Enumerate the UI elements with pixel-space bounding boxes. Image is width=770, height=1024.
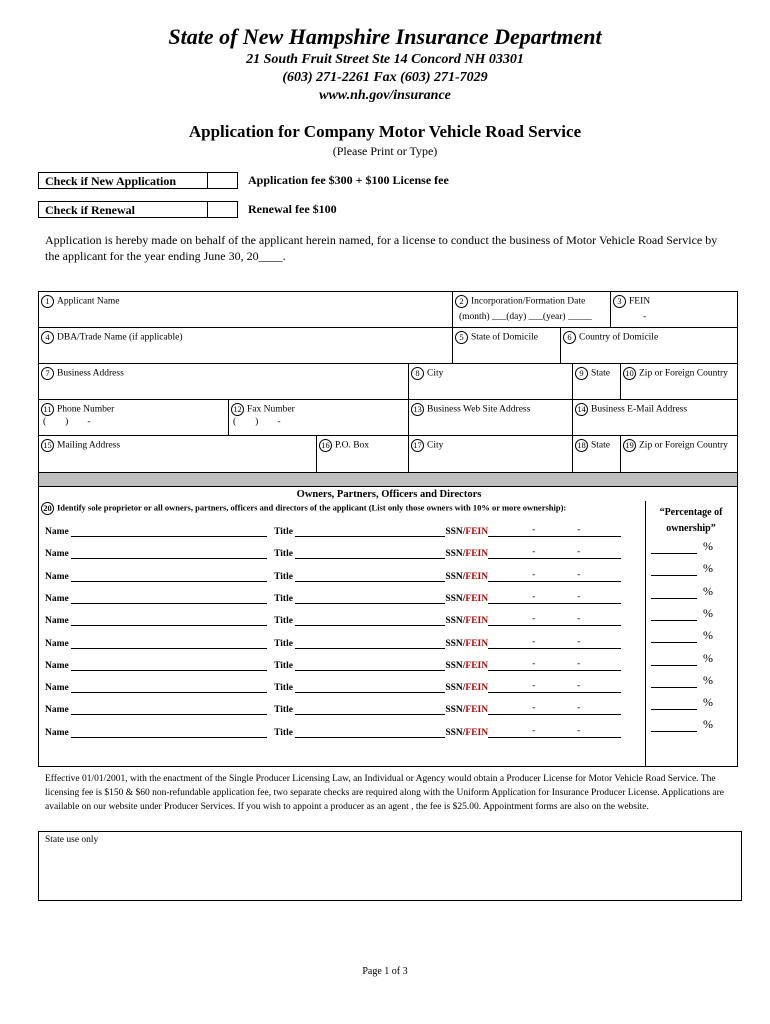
ssn-label: SSN/ (445, 705, 466, 716)
fein-label: FEIN (465, 727, 489, 738)
field-label: City (427, 368, 444, 379)
business-zip-field[interactable] (621, 364, 737, 400)
ssn-dash: - (532, 525, 536, 535)
ssn-dash: - (577, 703, 581, 714)
owners-section (38, 487, 738, 767)
owner-title-input[interactable] (295, 594, 445, 604)
owner-title-input[interactable] (295, 639, 445, 649)
ssn-dash: - (532, 703, 536, 714)
owner-row (45, 616, 621, 630)
owner-row (45, 549, 621, 563)
owner-row (45, 569, 621, 586)
business-address-field[interactable] (39, 364, 409, 400)
mailing-zip-field[interactable] (621, 436, 737, 472)
form-subtitle: (Please Print or Type) (332, 144, 438, 158)
ownership-percentage (651, 695, 713, 710)
ssn-dash: - (577, 591, 581, 602)
fein-label: FEIN (465, 705, 489, 716)
ssn-dash: - (532, 658, 536, 669)
po-box-field[interactable] (317, 436, 409, 472)
department-phone: (603) 271-2261 Fax (603) 271-7029 (282, 70, 488, 85)
owner-title-input[interactable] (295, 549, 445, 559)
field-hint: ( ) - (43, 417, 91, 427)
owner-row (45, 591, 621, 608)
field-number: 9 (575, 367, 588, 380)
country-of-domicile-field[interactable] (561, 328, 737, 364)
fein-label: FEIN (465, 616, 489, 627)
owner-title-input[interactable] (295, 683, 445, 693)
field-label: Business Web Site Address (427, 404, 531, 415)
percent-sign: % (703, 717, 713, 732)
name-label: Name (45, 593, 69, 604)
percentage-heading-line: ownership” (666, 523, 716, 534)
ownership-percentage (651, 584, 713, 599)
department-title: State of New Hampshire Insurance Department (168, 24, 602, 49)
owner-ssn-input[interactable] (488, 591, 621, 604)
ownership-percentage (651, 673, 713, 688)
field-number: 11 (41, 403, 54, 416)
percentage-heading (647, 505, 735, 537)
percent-sign: % (703, 561, 713, 576)
field-label: Zip or Foreign Country (639, 368, 728, 379)
owner-name-input[interactable] (71, 549, 267, 559)
field-number: 1 (41, 295, 54, 308)
fein-field[interactable] (611, 292, 737, 328)
ssn-dash: - (532, 547, 536, 558)
percent-sign: % (703, 650, 713, 665)
ssn-dash: - (577, 658, 581, 669)
field-number: 16 (319, 439, 332, 452)
owner-row (45, 527, 621, 541)
owner-title-input[interactable] (295, 527, 445, 537)
department-website: www.nh.gov/insurance (319, 88, 451, 103)
field-hint: - (643, 312, 647, 322)
state-use-label: State use only (45, 835, 99, 845)
ssn-label: SSN/ (445, 638, 466, 649)
field-number: 7 (41, 367, 54, 380)
name-label: Name (45, 616, 69, 627)
owner-name-input[interactable] (71, 683, 267, 693)
percentage-input[interactable] (651, 566, 697, 576)
ssn-dash: - (532, 681, 536, 692)
owner-title-input[interactable] (295, 572, 445, 582)
field-number: 18 (575, 439, 588, 452)
field-label: DBA/Trade Name (if applicable) (57, 332, 183, 343)
renewal-label: Check if Renewal (45, 203, 135, 217)
field-label: Fax Number (247, 404, 295, 415)
owners-heading: Owners, Partners, Officers and Directors (296, 489, 482, 500)
ssn-dash: - (577, 725, 581, 736)
ssn-label: SSN/ (445, 593, 466, 604)
ssn-label: SSN/ (445, 660, 466, 671)
owner-ssn-input[interactable] (488, 658, 621, 671)
field-number: 13 (411, 403, 424, 416)
state-use-box (38, 831, 742, 901)
owner-row (45, 705, 621, 719)
percent-sign: % (703, 628, 713, 643)
ssn-label: SSN/ (445, 549, 466, 560)
applicant-grid (38, 291, 738, 473)
owner-ssn-input[interactable] (488, 636, 621, 649)
title-label: Title (274, 527, 293, 537)
ssn-dash: - (577, 525, 581, 535)
ssn-dash: - (532, 636, 536, 647)
percentage-input[interactable] (651, 678, 697, 688)
owner-ssn-input[interactable] (488, 549, 621, 559)
field-label: Phone Number (57, 404, 115, 415)
new-application-row (38, 172, 238, 189)
fein-label: FEIN (465, 527, 489, 537)
department-address: 21 South Fruit Street Ste 14 Concord NH 03301 (246, 52, 524, 67)
ownership-percentage (651, 717, 713, 732)
mailing-city-field[interactable] (409, 436, 573, 472)
field-number: 12 (231, 403, 244, 416)
ssn-dash: - (577, 614, 581, 625)
website-field[interactable] (409, 400, 573, 436)
name-label: Name (45, 660, 69, 671)
owner-name-input[interactable] (71, 572, 267, 582)
name-label: Name (45, 727, 69, 738)
field-label: State (591, 368, 610, 379)
instruction-text: Identify sole proprietor or all owners, partners, officers and directors of the applicant (List only those owners with 10% or more ownership): (57, 502, 567, 513)
name-label: Name (45, 638, 69, 649)
field-label: Business Address (57, 368, 124, 379)
title-label: Title (274, 593, 293, 604)
new-application-fee: Application fee $300 + $100 License fee (248, 173, 449, 187)
ssn-dash: - (577, 636, 581, 647)
owner-ssn-input[interactable] (488, 683, 621, 693)
field-number: 4 (41, 331, 54, 344)
fein-label: FEIN (465, 593, 489, 604)
field-number: 20 (41, 502, 54, 515)
mailing-state-field[interactable] (573, 436, 621, 472)
renewal-fee: Renewal fee $100 (248, 202, 337, 216)
field-number: 6 (563, 331, 576, 344)
owner-name-input[interactable] (71, 616, 267, 626)
owner-name-input[interactable] (71, 661, 267, 671)
owners-instruction (41, 502, 566, 515)
title-label: Title (274, 727, 293, 738)
owner-ssn-input[interactable] (488, 527, 621, 537)
field-label: FEIN (629, 296, 651, 307)
title-label: Title (274, 549, 293, 560)
field-hint: (month) ___(day) ___(year) _____ (459, 312, 592, 322)
field-label: City (427, 440, 444, 451)
field-label: Applicant Name (57, 296, 120, 307)
percentage-input[interactable] (651, 589, 697, 599)
field-number: 10 (623, 367, 636, 380)
renewal-checkbox[interactable] (207, 201, 237, 218)
section-divider (38, 473, 738, 487)
ownership-percentage (651, 539, 713, 554)
percentage-heading-line: “Percentage of (659, 507, 723, 518)
percent-sign: % (703, 672, 713, 687)
percentage-input[interactable] (651, 656, 697, 666)
state-of-domicile-field[interactable] (453, 328, 561, 364)
field-label: P.O. Box (335, 440, 370, 451)
fein-label: FEIN (465, 660, 489, 671)
fein-label: FEIN (465, 638, 489, 649)
owner-row (45, 725, 621, 742)
title-label: Title (274, 660, 293, 671)
name-label: Name (45, 549, 69, 560)
ssn-label: SSN/ (445, 527, 466, 537)
owner-ssn-input[interactable] (488, 705, 621, 715)
field-label: Country of Domicile (579, 332, 659, 343)
field-number: 2 (455, 295, 468, 308)
ownership-percentage (651, 606, 713, 621)
ownership-percentage (651, 561, 713, 576)
field-number: 15 (41, 439, 54, 452)
field-number: 3 (613, 295, 626, 308)
business-city-field[interactable] (409, 364, 573, 400)
percent-sign: % (703, 605, 713, 620)
owner-title-input[interactable] (295, 616, 445, 626)
owner-name-input[interactable] (71, 728, 267, 738)
title-label: Title (274, 571, 293, 582)
percentage-input[interactable] (651, 633, 697, 643)
page-number: Page 1 of 3 (362, 966, 408, 977)
ssn-dash: - (532, 614, 536, 625)
percentage-column-divider (645, 501, 646, 767)
name-label: Name (45, 683, 69, 694)
ownership-percentage (651, 628, 713, 643)
ssn-dash: - (532, 569, 536, 580)
fein-label: FEIN (465, 683, 489, 694)
field-label: Mailing Address (57, 440, 121, 451)
field-label: Zip or Foreign Country (639, 440, 728, 451)
phone-field[interactable] (39, 400, 229, 436)
name-label: Name (45, 705, 69, 716)
title-label: Title (274, 705, 293, 716)
field-label: State (591, 440, 610, 451)
title-label: Title (274, 683, 293, 694)
email-field[interactable] (573, 400, 737, 436)
owner-ssn-input[interactable] (488, 569, 621, 582)
form-title: Application for Company Motor Vehicle Road Service (188, 122, 582, 141)
field-number: 5 (455, 331, 468, 344)
percentage-input[interactable] (651, 611, 697, 621)
ssn-label: SSN/ (445, 571, 466, 582)
title-label: Title (274, 616, 293, 627)
percentage-input[interactable] (651, 544, 697, 554)
ssn-label: SSN/ (445, 616, 466, 627)
ssn-dash: - (577, 569, 581, 580)
owner-row (45, 636, 621, 653)
owner-name-input[interactable] (71, 527, 267, 537)
ssn-dash: - (577, 547, 581, 558)
new-application-label: Check if New Application (45, 174, 177, 188)
owner-row (45, 683, 621, 697)
incorporation-date-field[interactable] (453, 292, 611, 328)
owner-name-input[interactable] (71, 639, 267, 649)
ssn-dash: - (577, 681, 581, 692)
ssn-label: SSN/ (445, 727, 466, 738)
percentage-input[interactable] (651, 722, 697, 732)
owner-ssn-input[interactable] (488, 725, 621, 738)
field-number: 19 (623, 439, 636, 452)
intro-paragraph: Application is hereby made on behalf of the applicant herein named, for a license to conduct the business of Motor Vehicle Road Service by the applicant for the year ending June 30, 20____. (45, 233, 718, 263)
ssn-dash: - (532, 725, 536, 736)
name-label: Name (45, 571, 69, 582)
field-number: 17 (411, 439, 424, 452)
owner-row (45, 658, 621, 675)
field-number: 8 (411, 367, 424, 380)
percent-sign: % (703, 695, 713, 710)
new-application-checkbox[interactable] (207, 172, 237, 189)
renewal-row (38, 201, 238, 218)
field-number: 14 (575, 403, 588, 416)
ssn-dash: - (532, 591, 536, 602)
business-state-field[interactable] (573, 364, 621, 400)
owner-title-input[interactable] (295, 728, 445, 738)
ssn-label: SSN/ (445, 683, 466, 694)
percent-sign: % (703, 539, 713, 553)
owner-name-input[interactable] (71, 594, 267, 604)
mailing-address-field[interactable] (39, 436, 317, 472)
owner-ssn-input[interactable] (488, 616, 621, 626)
dba-field[interactable] (39, 328, 453, 364)
field-hint: ( ) - (233, 417, 281, 427)
field-label: Incorporation/Formation Date (471, 296, 586, 307)
owner-name-input[interactable] (71, 705, 267, 715)
percent-sign: % (703, 583, 713, 598)
fein-label: FEIN (465, 549, 489, 560)
title-label: Title (274, 638, 293, 649)
fein-label: FEIN (465, 571, 489, 582)
owner-title-input[interactable] (295, 661, 445, 671)
name-label: Name (45, 527, 69, 537)
field-label: State of Domicile (471, 332, 539, 343)
fax-field[interactable] (229, 400, 409, 436)
ownership-percentage (651, 651, 713, 666)
field-label: Business E-Mail Address (591, 404, 688, 415)
licensing-notice: Effective 01/01/2001, with the enactment of the Single Producer Licensing Law, an Individual or Agency would obtain a Producer License for Motor Vehicle Road Service. The licensing fee is $150 & $60 non-refundable application fee, two separate checks are required along with the Uniform Application for Insurance Producer License. Applications are available on our website under Producer Services. If you wish to appoint a producer as an agent , the fee is $25.00. Appointment forms are also on the website. (45, 774, 725, 812)
owner-title-input[interactable] (295, 705, 445, 715)
applicant-name-field[interactable] (39, 292, 453, 328)
percentage-input[interactable] (651, 700, 697, 710)
